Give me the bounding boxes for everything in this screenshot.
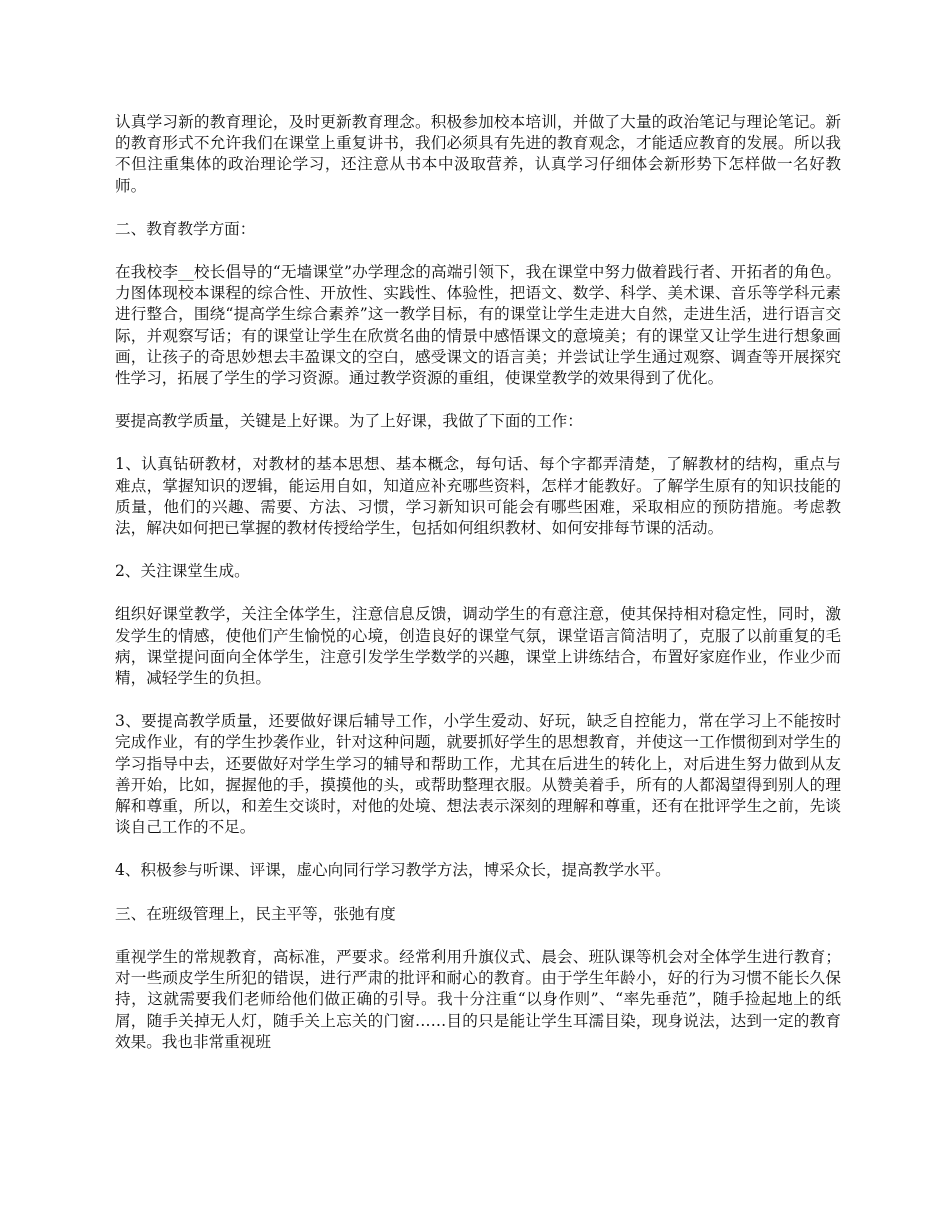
section-heading-teaching: 二、教育教学方面： <box>115 219 256 238</box>
paragraph-item-2-heading: 2、关注课堂生成。 <box>115 562 250 581</box>
paragraph-item-1-textbook: 1、认真钻研教材，对教材的基本思想、基本概念，每句话、每个字都弄清楚，了解教材的结构，重点与难点，掌握知识的逻辑，能运用自如，知道应补充哪些资料，怎样才能教好。了解学生原有的知识技能的质量，他们的兴趣、需要、方法、习惯，学习新知识可能会有哪些困难，采取相应的预防措施。考虑教法，解决如何把已掌握的教材传授给学生，包括如何组织教材、如何安排每节课的活动。 <box>115 455 841 538</box>
paragraph-theory-study: 认真学习新的教育理论，及时更新教育理念。积极参加校本培训，并做了大量的政治笔记与理论笔记。新的教育形式不允许我们在课堂上重复讲书，我们必须具有先进的教育观念，才能适应教育的发展。所以我不但注重集体的政治理论学习，还注意从书本中汲取营养，认真学习仔细体会新形势下怎样做一名好教师。 <box>115 113 841 195</box>
document-body <box>115 112 841 1075</box>
paragraph-teaching-quality: 要提高教学质量，关键是上好课。为了上好课，我做了下面的工作： <box>115 412 583 431</box>
paragraph-item-4-observation: 4、积极参与听课、评课，虚心向同行学习教学方法，博采众长，提高教学水平。 <box>115 861 671 880</box>
section-heading-class-management: 三、在班级管理上，民主平等，张弛有度 <box>115 904 396 923</box>
paragraph-routine-education: 重视学生的常规教育，高标准，严要求。经常利用升旗仪式、晨会、班队课等机会对全体学生进行教育；对一些顽皮学生所犯的错误，进行严肃的批评和耐心的教育。由于学生年龄小，好的行为习惯不能长久保持，这就需要我们老师给他们做正确的引导。我十分注重“以身作则”、“率先垂范”，随手捡起地上的纸屑，随手关掉无人灯，随手关上忘关的门窗……目的只是能让学生耳濡目染，现身说法，达到一定的教育效果。我也非常重视班 <box>115 947 841 1051</box>
paragraph-classroom-organization: 组织好课堂教学，关注全体学生，注意信息反馈，调动学生的有意注意，使其保持相对稳定性，同时，激发学生的情感，使他们产生愉悦的心境，创造良好的课堂气氛，课堂语言简洁明了，克服了以前重复的毛病，课堂提问面向全体学生，注意引发学生学数学的兴趣，课堂上讲练结合，布置好家庭作业，作业少而精，减轻学生的负担。 <box>115 605 841 688</box>
paragraph-item-3-tutoring: 3、要提高教学质量，还要做好课后辅导工作，小学生爱动、好玩，缺乏自控能力，常在学习上不能按时完成作业，有的学生抄袭作业，针对这种问题，就要抓好学生的思想教育，并使这一工作惯彻到对学生的学习指导中去，还要做好对学生学习的辅导和帮助工作，尤其在后进生的转化上，对后进生努力做到从友善开始，比如，握握他的手，摸摸他的头，或帮助整理衣服。从赞美着手，所有的人都渴望得到别人的理解和尊重，所以，和差生交谈时，对他的处境、想法表示深刻的理解和尊重，还有在批评学生之前，先谈谈自己工作的不足。 <box>115 712 841 837</box>
paragraph-no-wall-classroom: 在我校李__校长倡导的“无墙课堂”办学理念的高端引领下，我在课堂中努力做着践行者、开拓者的角色。力图体现校本课程的综合性、开放性、实践性、体验性，把语文、数学、科学、美术课、音乐等学科元素进行整合，围绕“提高学生综合素养”这一教学目标，有的课堂让学生走进大自然，走进生活，进行语言交际，并观察写话；有的课堂让学生在欣赏名曲的情景中感悟课文的意境美；有的课堂又让学生进行想象画画，让孩子的奇思妙想去丰盈课文的空白，感受课文的语言美；并尝试让学生通过观察、调查等开展探究性学习，拓展了学生的学习资源。通过教学资源的重组，使课堂教学的效果得到了优化。 <box>115 263 841 388</box>
